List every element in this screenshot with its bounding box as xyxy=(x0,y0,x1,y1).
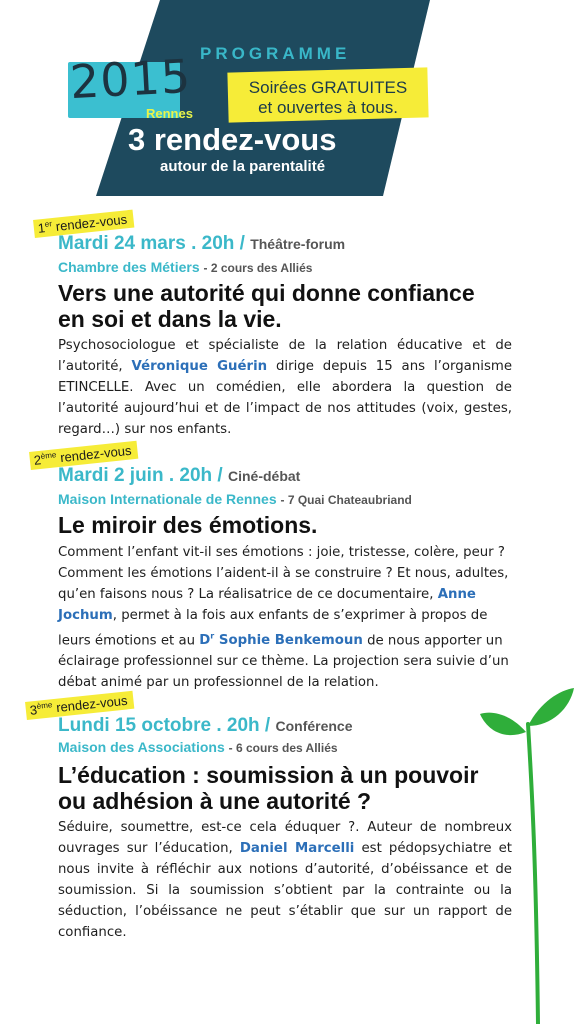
main-subtitle: autour de la parentalité xyxy=(160,158,326,175)
event-place: Maison Internationale de Rennes - 7 Quai Chateaubriand xyxy=(58,491,412,507)
event-date: Mardi 24 mars . 20h / Théâtre-forum xyxy=(58,233,346,254)
speaker-name: $D^r$ Sophie Benkemoun xyxy=(199,632,363,649)
event-address: - 2 cours des Alliés xyxy=(203,261,313,275)
city-label: Rennes xyxy=(146,106,193,121)
event-tag: 1er rendez-vous xyxy=(33,210,134,239)
event-title: L’éducation : soumission à un pouvoir ou adhésion à une autorité ? xyxy=(58,762,479,814)
event-type: Conférence xyxy=(275,718,353,734)
speaker-name: Véronique Guérin xyxy=(131,359,268,374)
event-date: Lundi 15 octobre . 20h / Conférence xyxy=(58,715,353,736)
event-tag: 2ème rendez-vous xyxy=(29,441,138,471)
event-place: Chambre des Métiers - 2 cours des Alliés xyxy=(58,259,313,275)
event-type: Ciné-débat xyxy=(227,468,301,484)
event-title: Le miroir des émotions. xyxy=(58,512,318,538)
event-description: Séduire, soumettre, est-ce cela éduquer ?. Auteur de nombreux ouvrages sur l’éducation, Daniel Marcelli est pédopsychiatre et nous invite à réfléchir aux notions d’autorité, d’obéissance et de soumission. Si la soumission s’obtient par la contrainte ou la séduction, l’obéissance ne peut s’établir que sur un rapport de confiance. xyxy=(58,820,513,940)
event-description: Comment l’enfant vit-il ses émotions : joie, tristesse, colère, peur ? Comment les émotions l’aident-il à se construire ? Et nous, adultes, qu’en faisons nous ? La réalisatrice de ce documentaire, Anne Jochum, permet à la fois aux enfants de s’exprimer à propos de leurs émotions et au $D^r$ Sophie Benkemoun de nous apporter un éclairage professionnel sur ce thème. La projection sera suivie d’un débat animé par un professionnel de la relation. xyxy=(58,545,509,691)
free-line-2: et ouvertes à tous. xyxy=(258,98,398,117)
event-title: Vers une autorité qui donne confiance en soi et dans la vie. xyxy=(58,280,475,332)
event-place: Maison des Associations - 6 cours des Alliés xyxy=(58,739,338,755)
event-type: Théâtre-forum xyxy=(250,236,346,252)
sprout-icon xyxy=(470,680,576,1024)
year-label: 2015 xyxy=(68,48,193,110)
event-tag: 3ème rendez-vous xyxy=(25,691,134,721)
main-title: 3 rendez-vous xyxy=(128,122,337,157)
event-address: - 7 Quai Chateaubriand xyxy=(280,493,412,507)
event-address: - 6 cours des Alliés xyxy=(228,741,338,755)
speaker-name: Anne Jochum xyxy=(58,587,476,623)
speaker-name: Daniel Marcelli xyxy=(239,841,355,856)
event-date: Mardi 2 juin . 20h / Ciné-débat xyxy=(58,465,301,486)
free-line-1: Soirées GRATUITES xyxy=(248,78,408,97)
programme-label: PROGRAMME xyxy=(200,44,351,63)
event-description: Psychosociologue et spécialiste de la relation éducative et de l’autorité, Véronique Guérin dirige depuis 15 ans l’organisme ETINCELLE. Avec un comédien, elle abordera la question de l’autorité aujourd’hui et de l’impact de nos attitudes (voix, gestes, regard…) sur nos enfants. xyxy=(58,338,513,437)
